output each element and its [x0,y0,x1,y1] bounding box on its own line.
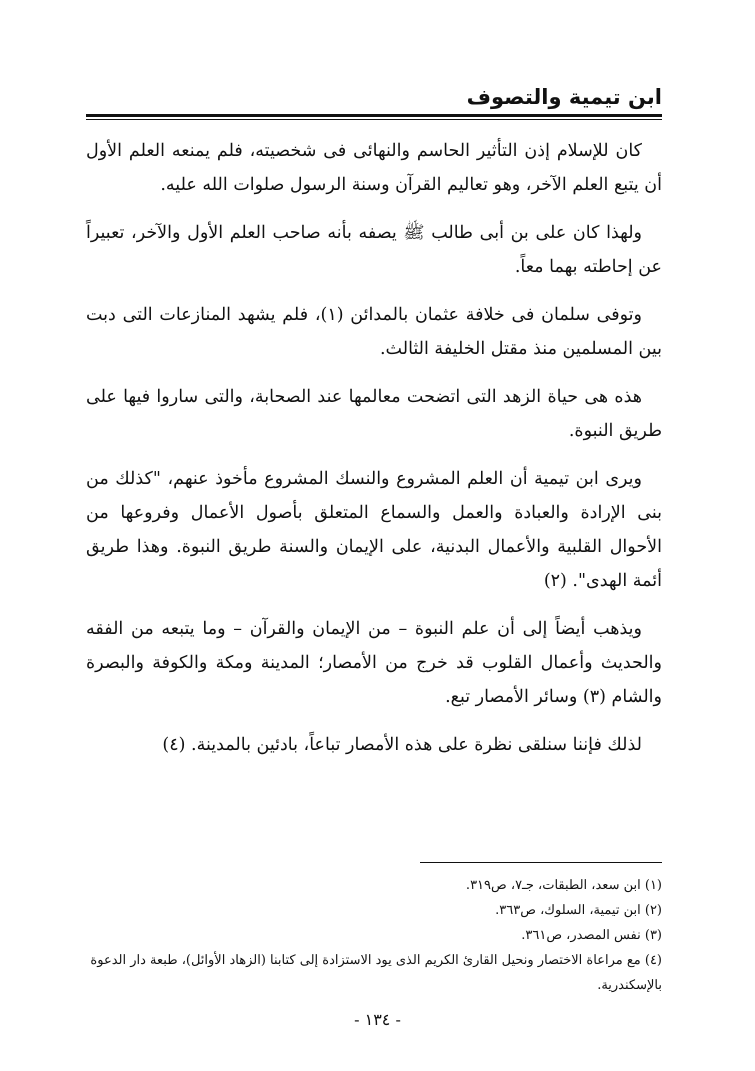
paragraph: ويذهب أيضاً إلى أن علم النبوة – من الإيمان والقرآن – وما يتبعه من الفقه والحديث وأعمال القلوب قد خرج من الأمصار؛ المدينة ومكة والكوفة والبصرة والشام (٣) وسائر الأمصار تبع. [86,619,662,707]
paragraph: لذلك فإننا سنلقى نظرة على هذه الأمصار تباعاً، بادئين بالمدينة. (٤) [162,735,642,755]
paragraph: كان للإسلام إذن التأثير الحاسم والنهائى فى شخصيته، فلم يمنعه العلم الأول أن يتبع العلم الآخر، وهو تعاليم القرآن وسنة الرسول صلوات الله عليه. [86,141,662,195]
body-text [86,134,662,776]
footnote: (٢) ابن تيمية، السلوك، ص٣٦٣. [495,903,662,918]
page-header-title: ابن تيمية والتصوف [466,85,662,109]
paragraph: ويرى ابن تيمية أن العلم المشروع والنسك المشروع مأخوذ عنهم، "كذلك من بنى الإرادة والعبادة والعمل والسماع المتعلق بأصول الأعمال وفروعها من الأحوال القلبية والأعمال البدنية، على الإيمان والسنة طريق النبوة. وهذا طريق أئمة الهدى". (٢) [86,469,662,591]
paragraph: وتوفى سلمان فى خلافة عثمان بالمدائن (١)، فلم يشهد المنازعات التى دبت بين المسلمين منذ مقتل الخليفة الثالث. [86,305,662,359]
footnote-separator [420,862,662,863]
footnote: (١) ابن سعد، الطبقات، جـ٧، ص٣١٩. [465,878,662,893]
running-header [86,82,662,112]
page-number: - ١٣٤ - [354,1010,401,1029]
footnote: (٤) مع مراعاة الاختصار ونحيل القارئ الكريم الذى يود الاستزادة إلى كتابنا (الزهاد الأوائل)، طبعة دار الدعوة بالإسكندرية. [90,953,662,993]
header-rule-thin [86,119,662,120]
footnote: (٣) نفس المصدر، ص٣٦١. [521,928,662,943]
paragraph: ولهذا كان على بن أبى طالب ﷺ يصفه بأنه صاحب العلم الأول والآخر، تعبيراً عن إحاطته بهما معاً. [86,223,662,277]
footnotes [86,873,662,998]
paragraph: هذه هى حياة الزهد التى اتضحت معالمها عند الصحابة، والتى ساروا فيها على طريق النبوة. [86,387,662,441]
header-rule-thick [86,114,662,117]
